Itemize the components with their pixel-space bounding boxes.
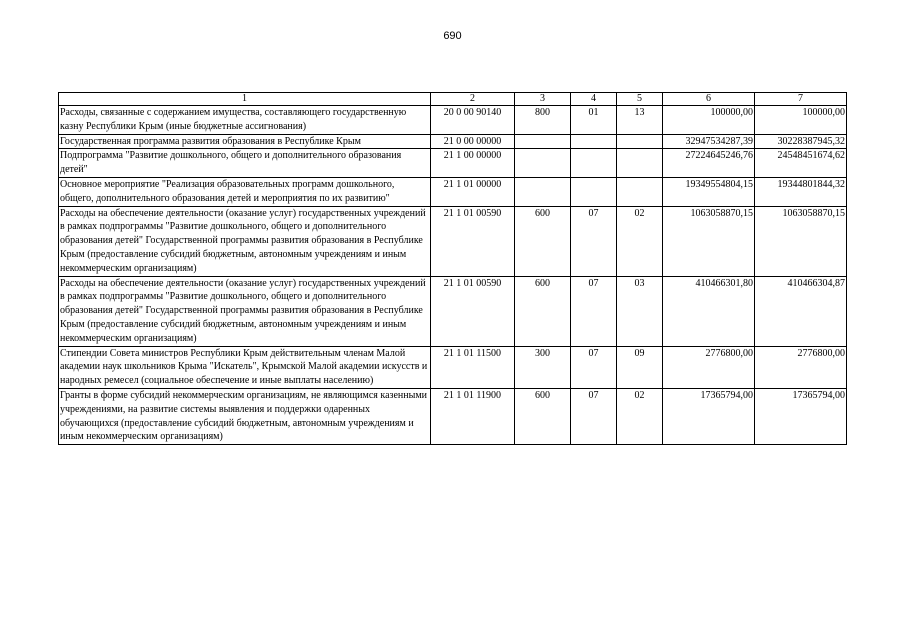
row-rz: 07	[571, 206, 617, 276]
row-sum-2: 24548451674,62	[755, 149, 847, 178]
row-sum-2: 410466304,87	[755, 276, 847, 346]
row-sum-2: 17365794,00	[755, 388, 847, 444]
row-sum-1: 19349554804,15	[663, 177, 755, 206]
table-row	[59, 206, 847, 276]
row-rz: 07	[571, 388, 617, 444]
row-rz	[571, 177, 617, 206]
table-row	[59, 149, 847, 178]
row-code: 20 0 00 90140	[431, 106, 515, 135]
row-name: Расходы на обеспечение деятельности (оказание услуг) государственных учреждений в рамках подпрограммы "Развитие дошкольного, общего и дополнительного образования детей" Государственной программы развития образования в Республике Крым (предоставление субсидий бюджетным, автономным учреждениям и иным некоммерческим организациям)	[59, 206, 431, 276]
column-header: 7	[755, 93, 847, 106]
row-sum-1: 100000,00	[663, 106, 755, 135]
row-vr: 300	[515, 346, 571, 388]
row-rz: 07	[571, 346, 617, 388]
row-name: Гранты в форме субсидий некоммерческим организациям, не являющимся казенными учреждениями, на развитие системы выявления и поддержки одаренных обучающихся (предоставление субсидий бюджетным, автономным учреждениям и иным некоммерческим организациям)	[59, 388, 431, 444]
row-pr: 03	[617, 276, 663, 346]
row-vr: 600	[515, 276, 571, 346]
row-vr	[515, 134, 571, 149]
table-row	[59, 134, 847, 149]
budget-table	[58, 92, 847, 445]
row-sum-1: 2776800,00	[663, 346, 755, 388]
row-sum-2: 100000,00	[755, 106, 847, 135]
row-name: Основное мероприятие "Реализация образовательных программ дошкольного, общего, дополнительного образования детей и мероприятия по их развитию"	[59, 177, 431, 206]
column-header: 1	[59, 93, 431, 106]
row-sum-1: 1063058870,15	[663, 206, 755, 276]
row-rz	[571, 134, 617, 149]
row-pr	[617, 149, 663, 178]
row-name: Стипендии Совета министров Республики Крым действительным членам Малой академии наук школьников Крыма "Искатель", Крымской Малой академии искусств и народных ремесел (социальное обеспечение и иные выплаты населению)	[59, 346, 431, 388]
table-row	[59, 177, 847, 206]
row-rz: 07	[571, 276, 617, 346]
row-pr	[617, 177, 663, 206]
table-row	[59, 388, 847, 444]
row-pr	[617, 134, 663, 149]
table-row	[59, 346, 847, 388]
row-name: Подпрограмма "Развитие дошкольного, общего и дополнительного образования детей"	[59, 149, 431, 178]
row-code: 21 1 01 00590	[431, 276, 515, 346]
row-pr: 02	[617, 206, 663, 276]
row-vr: 600	[515, 206, 571, 276]
row-sum-2: 1063058870,15	[755, 206, 847, 276]
row-sum-1: 410466301,80	[663, 276, 755, 346]
row-vr: 600	[515, 388, 571, 444]
row-rz: 01	[571, 106, 617, 135]
row-pr: 13	[617, 106, 663, 135]
row-sum-2: 30228387945,32	[755, 134, 847, 149]
row-pr: 09	[617, 346, 663, 388]
table-row	[59, 106, 847, 135]
row-vr	[515, 149, 571, 178]
row-code: 21 1 01 00000	[431, 177, 515, 206]
column-header: 5	[617, 93, 663, 106]
row-name: Расходы, связанные с содержанием имущества, составляющего государственную казну Республики Крым (иные бюджетные ассигнования)	[59, 106, 431, 135]
row-vr	[515, 177, 571, 206]
row-code: 21 1 01 00590	[431, 206, 515, 276]
row-code: 21 1 01 11500	[431, 346, 515, 388]
row-rz	[571, 149, 617, 178]
row-sum-1: 32947534287,39	[663, 134, 755, 149]
row-code: 21 1 00 00000	[431, 149, 515, 178]
table-header-row	[59, 93, 847, 106]
row-sum-2: 2776800,00	[755, 346, 847, 388]
column-header: 6	[663, 93, 755, 106]
column-header: 4	[571, 93, 617, 106]
table-row	[59, 276, 847, 346]
row-pr: 02	[617, 388, 663, 444]
row-vr: 800	[515, 106, 571, 135]
row-sum-2: 19344801844,32	[755, 177, 847, 206]
column-header: 2	[431, 93, 515, 106]
row-sum-1: 27224645246,76	[663, 149, 755, 178]
row-sum-1: 17365794,00	[663, 388, 755, 444]
row-code: 21 1 01 11900	[431, 388, 515, 444]
page-number: 690	[443, 30, 462, 42]
row-name: Расходы на обеспечение деятельности (оказание услуг) государственных учреждений в рамках подпрограммы "Развитие дошкольного, общего и дополнительного образования детей" Государственной программы развития образования в Республике Крым (предоставление субсидий бюджетным, автономным учреждениям и иным некоммерческим организациям)	[59, 276, 431, 346]
row-name: Государственная программа развития образования в Республике Крым	[59, 134, 431, 149]
row-code: 21 0 00 00000	[431, 134, 515, 149]
column-header: 3	[515, 93, 571, 106]
